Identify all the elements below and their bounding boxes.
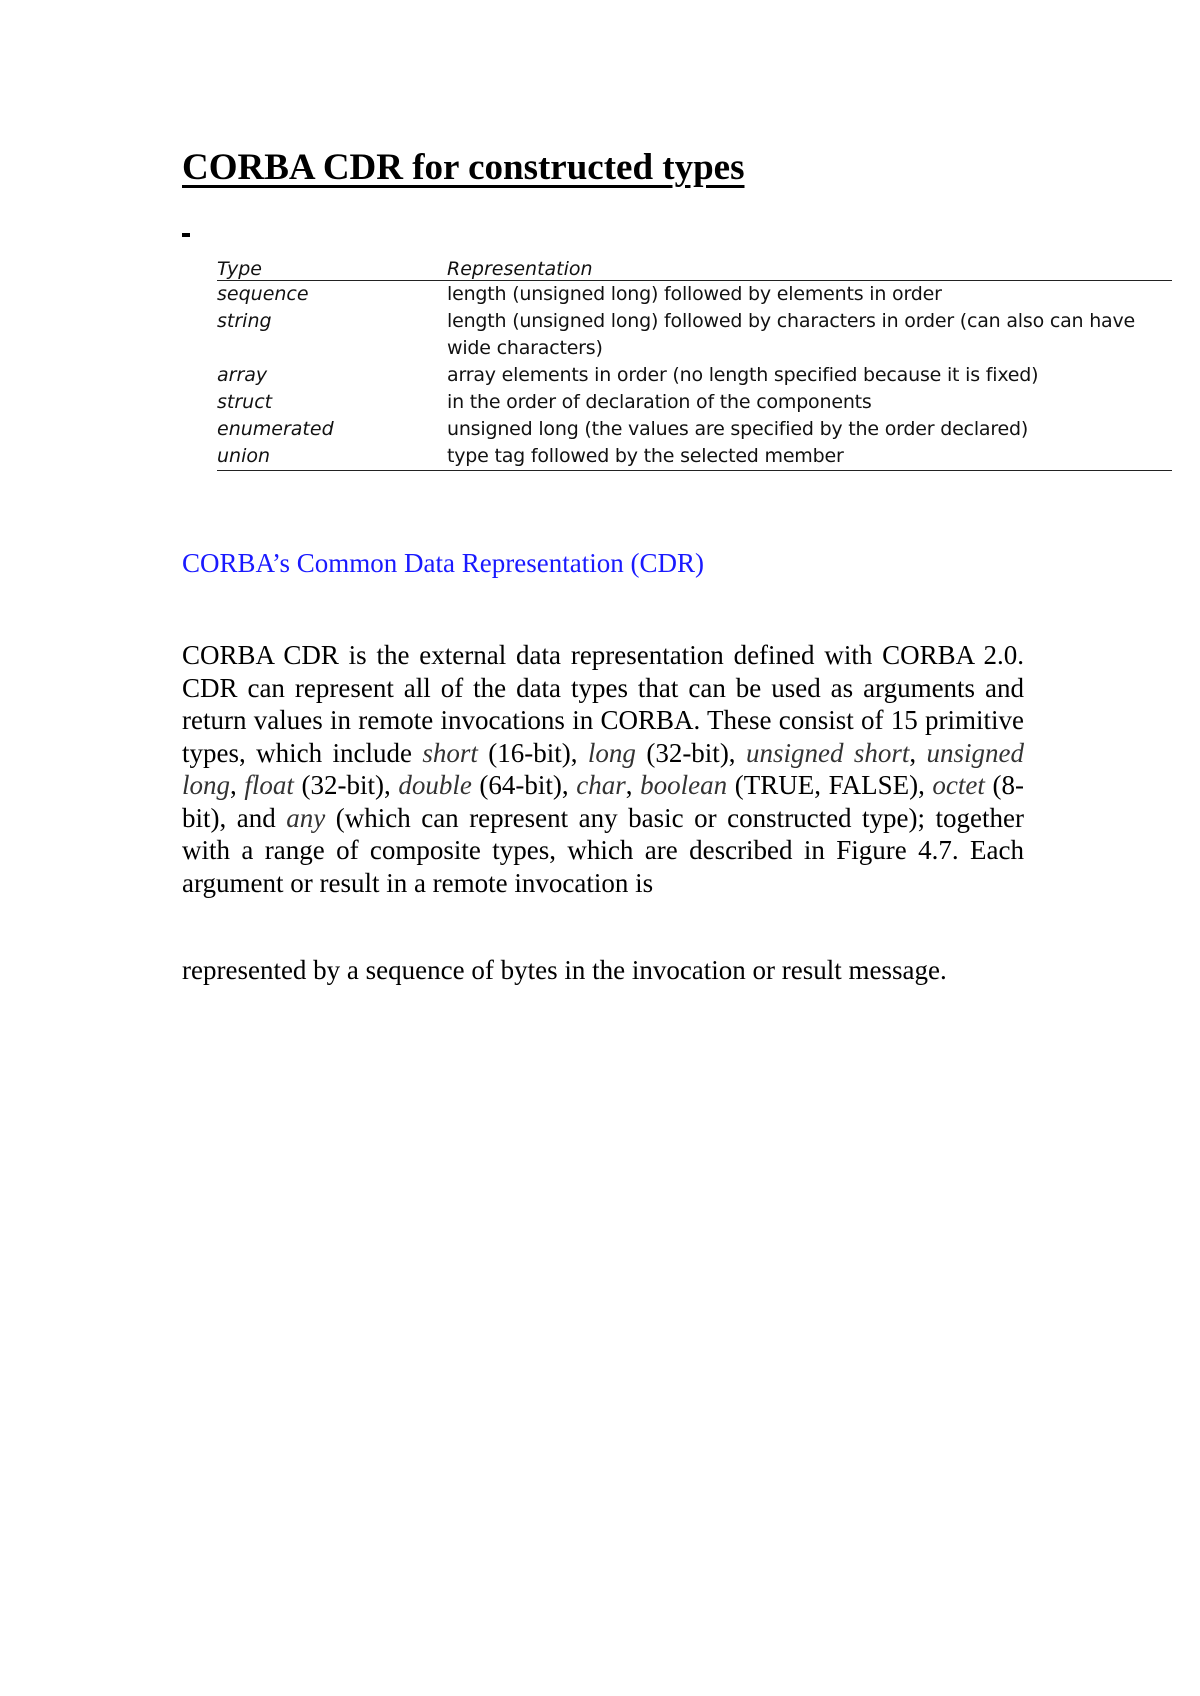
paragraph-text: (TRUE, FALSE),	[727, 770, 933, 800]
body-paragraph-continued: represented by a sequence of bytes in the invocation or result message.	[182, 955, 947, 985]
paragraph-text: (8-bit), and	[182, 770, 1024, 833]
table-row	[217, 281, 1172, 309]
page-title: CORBA CDR for constructed types	[182, 147, 745, 188]
table-row	[217, 416, 1172, 443]
column-header-type: Type	[217, 258, 447, 281]
paragraph-text: (which can represent any basic or constructed type); together with a range of composite types, which are described in Figure 4.7. Each argument or result in a remote invocation is	[182, 802, 1025, 898]
type-term-long: long	[587, 737, 636, 768]
type-cell: string	[217, 310, 272, 332]
type-cell: struct	[217, 391, 273, 413]
type-cell: union	[217, 443, 447, 471]
type-term-double: double	[398, 770, 472, 800]
paragraph-text: (16-bit),	[477, 737, 588, 768]
type-cell: enumerated	[217, 418, 334, 440]
type-term-any: any	[286, 802, 326, 833]
column-header-representation: Representation	[447, 258, 1172, 281]
paragraph-text: ,	[909, 737, 927, 768]
representation-cell: in the order of declaration of the components	[447, 391, 872, 413]
paragraph-text: (32-bit),	[635, 737, 746, 768]
representation-cell: type tag followed by the selected member	[447, 443, 1172, 471]
section-subheading: CORBA’s Common Data Representation (CDR)	[182, 548, 704, 578]
representation-cell: unsigned long (the values are specified by the order declared)	[447, 418, 1029, 440]
paragraph-text: (64-bit),	[471, 770, 577, 800]
table-row	[217, 308, 1172, 362]
bullet-mark	[182, 233, 190, 237]
type-term-unsigned-long: unsigned long	[182, 737, 1024, 800]
constructed-types-table	[217, 258, 1172, 471]
type-term-char: char	[576, 770, 626, 800]
table-row	[217, 362, 1172, 389]
type-cell: array	[217, 364, 268, 386]
paragraph-text: ,	[625, 770, 641, 800]
representation-cell: array elements in order (no length specified because it is fixed)	[447, 364, 1039, 386]
representation-cell: length (unsigned long) followed by elements in order	[447, 283, 942, 305]
body-paragraph	[182, 639, 1024, 899]
type-cell: sequence	[217, 283, 309, 305]
table-row	[217, 443, 1172, 471]
type-term-octet: octet	[932, 770, 985, 800]
paragraph-text: CORBA CDR is the external data representation defined with CORBA 2.0. CDR can represent all of the data types that can be used as arguments and return values in remote invocations in CORBA. These consist of 15 primitive types, which include	[182, 640, 1024, 768]
type-term-unsigned-short: unsigned short	[745, 737, 910, 768]
type-term-boolean: boolean	[640, 770, 728, 800]
table-header-row	[217, 258, 1172, 281]
paragraph-text: ,	[230, 770, 245, 800]
representation-cell: length (unsigned long) followed by characters in order (can also can have wide characters)	[447, 310, 1136, 359]
table-row	[217, 389, 1172, 416]
type-term-float: float	[244, 770, 294, 800]
type-term-short: short	[422, 737, 478, 768]
paragraph-text: (32-bit),	[293, 770, 399, 800]
